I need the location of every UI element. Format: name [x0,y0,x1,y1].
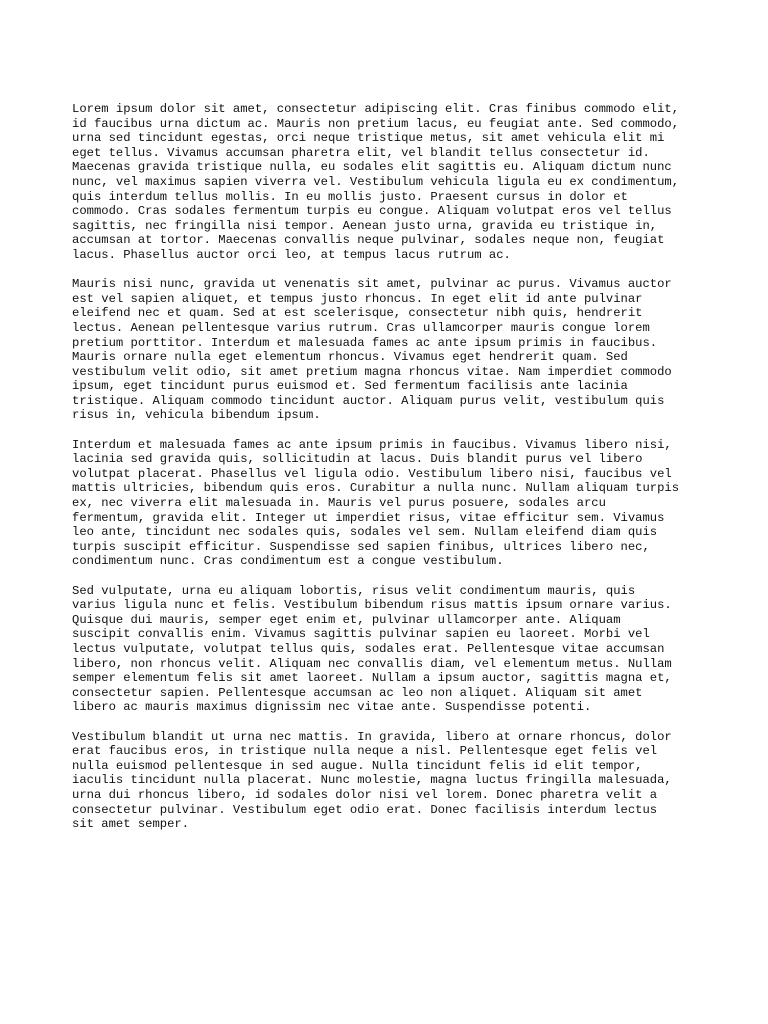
paragraph-1: Lorem ipsum dolor sit amet, consectetur adipiscing elit. Cras finibus commodo elit, id faucibus urna dictum ac. Mauris non pretium lacus, eu feugiat ante. Sed commodo, urna sed tincidunt egestas, orci neque tristique metus, sit amet vehicula elit mi eget tellus. Vivamus accumsan pharetra elit, vel blandit tellus consectetur id. Maecenas gravida tristique nulla, eu sodales elit sagittis eu. Aliquam dictum nunc nunc, vel maximus sapien viverra vel. Vestibulum vehicula ligula eu ex condimentum, quis interdum tellus mollis. In eu mollis justo. Praesent cursus in dolor et commodo. Cras sodales fermentum turpis eu congue. Aliquam volutpat eros vel tellus sagittis, nec fringilla nisi tempor. Aenean justo urna, gravida eu tristique in, accumsan at tortor. Maecenas convallis neque pulvinar, sodales neque non, feugiat lacus. Phasellus auctor orci leo, at tempus lacus rutrum ac. [72,102,680,262]
paragraph-2: Mauris nisi nunc, gravida ut venenatis sit amet, pulvinar ac purus. Vivamus auctor est vel sapien aliquet, et tempus justo rhoncus. In eget elit id ante pulvinar eleifend nec et quam. Sed at est scelerisque, consectetur nibh quis, hendrerit lectus. Aenean pellentesque varius rutrum. Cras ullamcorper mauris congue lorem pretium porttitor. Interdum et malesuada fames ac ante ipsum primis in faucibus. Mauris ornare nulla eget elementum rhoncus. Vivamus eget hendrerit quam. Sed vestibulum velit odio, sit amet pretium magna rhoncus vitae. Nam imperdiet commodo ipsum, eget tincidunt purus euismod et. Sed fermentum facilisis ante lacinia tristique. Aliquam commodo tincidunt auctor. Aliquam purus velit, vestibulum quis risus in, vehicula bibendum ipsum. [72,277,672,423]
document-body [72,102,704,846]
paragraph-3: Interdum et malesuada fames ac ante ipsum primis in faucibus. Vivamus libero nisi, lacinia sed gravida quis, sollicitudin at lacus. Duis blandit purus vel libero volutpat placerat. Phasellus vel ligula odio. Vestibulum libero nisi, faucibus vel mattis ultricies, bibendum quis eros. Curabitur a nulla nunc. Nullam aliquam turpis ex, nec viverra elit malesuada in. Mauris vel purus posuere, sodales arcu fermentum, gravida elit. Integer ut imperdiet risus, vitae efficitur sem. Vivamus leo ante, tincidunt nec sodales quis, sodales vel sem. Nullam eleifend diam quis turpis suscipit efficitur. Suspendisse sed sapien finibus, ultrices libero nec, condimentum nunc. Cras condimentum est a congue vestibulum. [72,437,680,569]
paragraph-4: Sed vulputate, urna eu aliquam lobortis, risus velit condimentum mauris, quis varius ligula nunc et felis. Vestibulum bibendum risus mattis ipsum ornare varius. Quisque dui mauris, semper eget enim et, pulvinar ullamcorper ante. Aliquam suscipit convallis enim. Vivamus sagittis pulvinar sapien eu laoreet. Morbi vel lectus vulputate, volutpat tellus quis, sodales erat. Pellentesque vitae accumsan libero, non rhoncus velit. Aliquam nec convallis diam, vel elementum metus. Nullam semper elementum felis sit amet laoreet. Nullam a ipsum auctor, sagittis magna et, consectetur sapien. Pellentesque accumsan ac leo non aliquet. Aliquam sit amet libero ac mauris maximus dignissim nec vitae ante. Suspendisse potenti. [72,583,672,715]
paragraph-5: Vestibulum blandit ut urna nec mattis. In gravida, libero at ornare rhoncus, dolor erat faucibus eros, in tristique nulla neque a nisl. Pellentesque eget felis vel nulla euismod pellentesque in sed augue. Nulla tincidunt felis id elit tempor, iaculis tincidunt nulla placerat. Nunc molestie, magna luctus fringilla malesuada, urna dui rhoncus libero, id sodales dolor nisi vel lorem. Donec pharetra velit a consectetur pulvinar. Vestibulum eget odio erat. Donec facilisis interdum lectus sit amet semper. [72,729,672,832]
